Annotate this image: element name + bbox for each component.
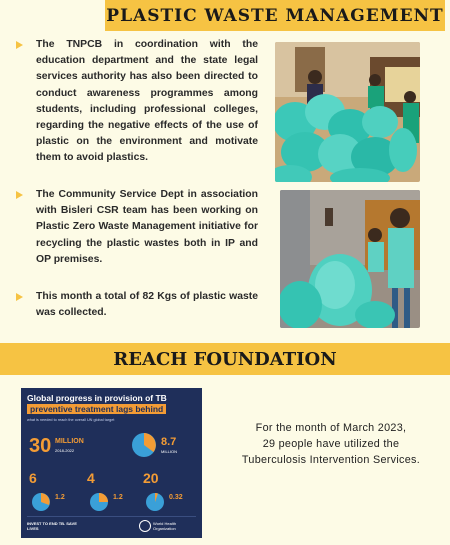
who-logo-icon — [139, 520, 151, 532]
infographic-n2: 4 — [87, 470, 95, 486]
infographic-title-1: Global progress in provision of TB — [27, 393, 167, 403]
bullet-item — [14, 37, 258, 167]
infographic-n1: 6 — [29, 470, 37, 486]
reach-foundation-title: REACH FOUNDATION — [113, 349, 337, 370]
reach-line-1: For the month of March 2023, — [255, 422, 407, 434]
infographic-footer-right: World Health Organization — [153, 521, 177, 531]
plastic-bags-photo-2 — [280, 190, 420, 328]
infographic-sub1: 1.2 — [55, 494, 65, 501]
reach-line-2: 29 people have utilized the — [262, 438, 400, 450]
plastic-waste-title: PLASTIC WASTE MANAGEMENT — [106, 6, 444, 26]
bullet-text: The TNPCB in coordination with the education department and the state legal services authority has also been directed to conduct awareness programmes among students, including professional colleges, regarding the negative effects of the use of plastic on the environment and motivate them to avoid plastics. — [36, 39, 258, 164]
infographic-big-right: 8.7 — [161, 436, 177, 448]
infographic-divider — [27, 516, 196, 517]
bullet-arrow-icon — [16, 191, 23, 199]
infographic-big-left: 30 — [29, 435, 52, 457]
bullet-item — [14, 289, 258, 321]
bullet-arrow-icon — [16, 41, 23, 49]
bullet-text: This month a total of 82 Kgs of plastic waste was collected. — [36, 291, 258, 319]
bullet-text: The Community Service Dept in association with Bisleri CSR team has been working on Plastic Zero Waste Management initiative for recycling the plastic wastes both in IP and OP premises. — [36, 189, 258, 265]
bullet-arrow-icon — [16, 293, 23, 301]
plastic-bags-photo-1 — [275, 42, 420, 182]
infographic-footer-left: INVEST TO END TB. SAVE LIVES — [27, 521, 77, 531]
infographic-pie-2 — [89, 492, 109, 512]
infographic-big-left-unit: MILLION — [55, 438, 84, 445]
infographic-big-left-years: 2018-2022 — [55, 448, 75, 453]
infographic-n3: 20 — [143, 470, 159, 486]
infographic-big-right-unit: MILLION — [161, 449, 178, 454]
infographic-sub2: 1.2 — [113, 494, 123, 501]
infographic-pie-main — [131, 432, 157, 458]
bullet-item — [14, 187, 258, 268]
tb-infographic — [21, 388, 202, 538]
reach-foundation-text — [222, 420, 440, 468]
infographic-subtitle: what is needed to reach the overall UN global target — [27, 418, 115, 422]
infographic-pie-3 — [145, 492, 165, 512]
infographic-title-2: preventive treatment lags behind — [27, 404, 166, 414]
infographic-pie-1 — [31, 492, 51, 512]
reach-line-3: Tuberculosis Intervention Services. — [241, 454, 421, 466]
infographic-sub3: 0.32 — [169, 494, 183, 501]
